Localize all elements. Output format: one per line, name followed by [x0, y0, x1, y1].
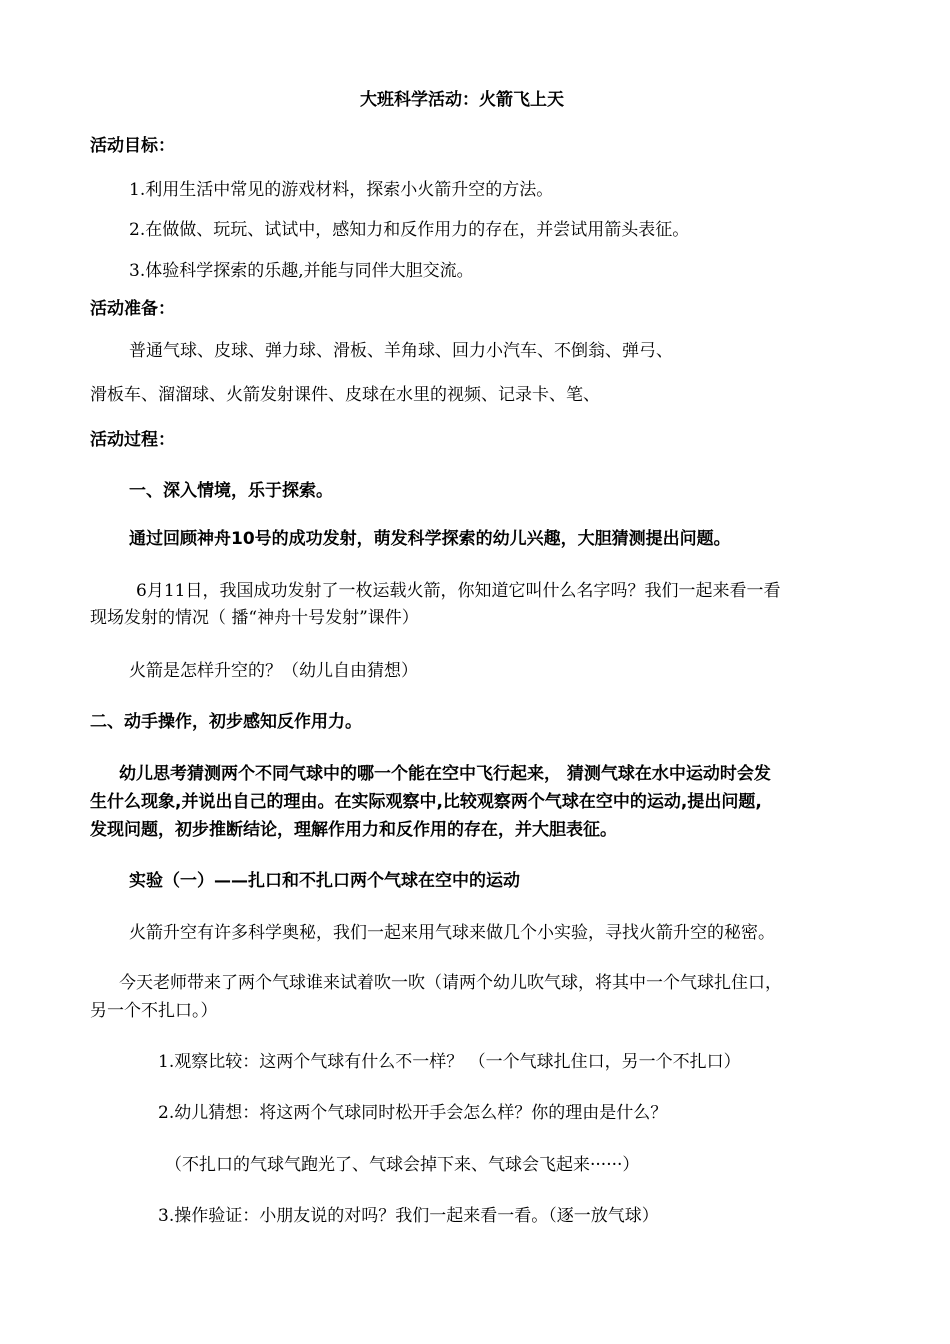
section1-question: 火箭是怎样升空的？（幼儿自由猜想） — [129, 661, 418, 681]
teacher-line: 今天老师带来了两个气球谁来试着吹一吹（请两个幼儿吹气球，将其中一个气球扎住口， — [119, 973, 782, 993]
section1-paragraph-line: 6月11日，我国成功发射了一枚运载火箭，你知道它叫什么名字吗？我们一起来看一看 — [136, 581, 781, 601]
prep-heading: 活动准备： — [90, 299, 175, 319]
process-heading: 活动过程： — [90, 430, 175, 450]
section2-summary-line: 生什么现象,并说出自己的理由。在实际观察中,比较观察两个气球在空中的运动,提出问题, — [90, 792, 762, 812]
section2-summary-line: 幼儿思考猜测两个不同气球中的哪一个能在空中飞行起来， 猜测气球在水中运动时会发 — [119, 764, 771, 784]
experiment-title: 实验（一）——扎口和不扎口两个气球在空中的运动 — [129, 871, 520, 891]
experiment-step: 1.观察比较：这两个气球有什么不一样？ （一个气球扎住口，另一个不扎口） — [158, 1052, 741, 1072]
section1-summary: 通过回顾神舟10号的成功发射，萌发科学探索的幼儿兴趣，大胆猜测提出问题。 — [129, 529, 731, 549]
prep-line: 普通气球、皮球、弹力球、滑板、羊角球、回力小汽车、不倒翁、弹弓、 — [129, 341, 673, 361]
experiment-step: 3.操作验证：小朋友说的对吗？我们一起来看一看。（逐一放气球） — [158, 1206, 659, 1226]
teacher-line: 另一个不扎口。） — [90, 1001, 218, 1021]
section2-summary-line: 发现问题，初步推断结论，理解作用力和反作用的存在，并大胆表征。 — [90, 820, 617, 840]
goal-item: 1.利用生活中常见的游戏材料，探索小火箭升空的方法。 — [129, 180, 554, 200]
experiment-intro: 火箭升空有许多科学奥秘，我们一起来用气球来做几个小实验，寻找火箭升空的秘密。 — [129, 923, 775, 943]
prep-line: 滑板车、溜溜球、火箭发射课件、皮球在水里的视频、记录卡、笔、 — [90, 385, 600, 405]
goal-item: 2.在做做、玩玩、试试中，感知力和反作用力的存在，并尝试用箭头表征。 — [129, 220, 690, 240]
experiment-step: （不扎口的气球气跑光了、气球会掉下来、气球会飞起来······） — [165, 1155, 640, 1175]
goals-heading: 活动目标： — [90, 136, 175, 156]
section1-paragraph-line: 现场发射的情况（ 播“神舟十号发射”课件） — [90, 608, 419, 628]
goal-item: 3.体验科学探索的乐趣,并能与同伴大胆交流。 — [129, 261, 474, 281]
page-title: 大班科学活动：火箭飞上天 — [360, 90, 564, 110]
section1-heading: 一、深入情境，乐于探索。 — [129, 481, 333, 501]
section2-heading: 二、动手操作，初步感知反作用力。 — [90, 712, 362, 732]
experiment-step: 2.幼儿猜想：将这两个气球同时松开手会怎么样？你的理由是什么？ — [158, 1103, 668, 1123]
